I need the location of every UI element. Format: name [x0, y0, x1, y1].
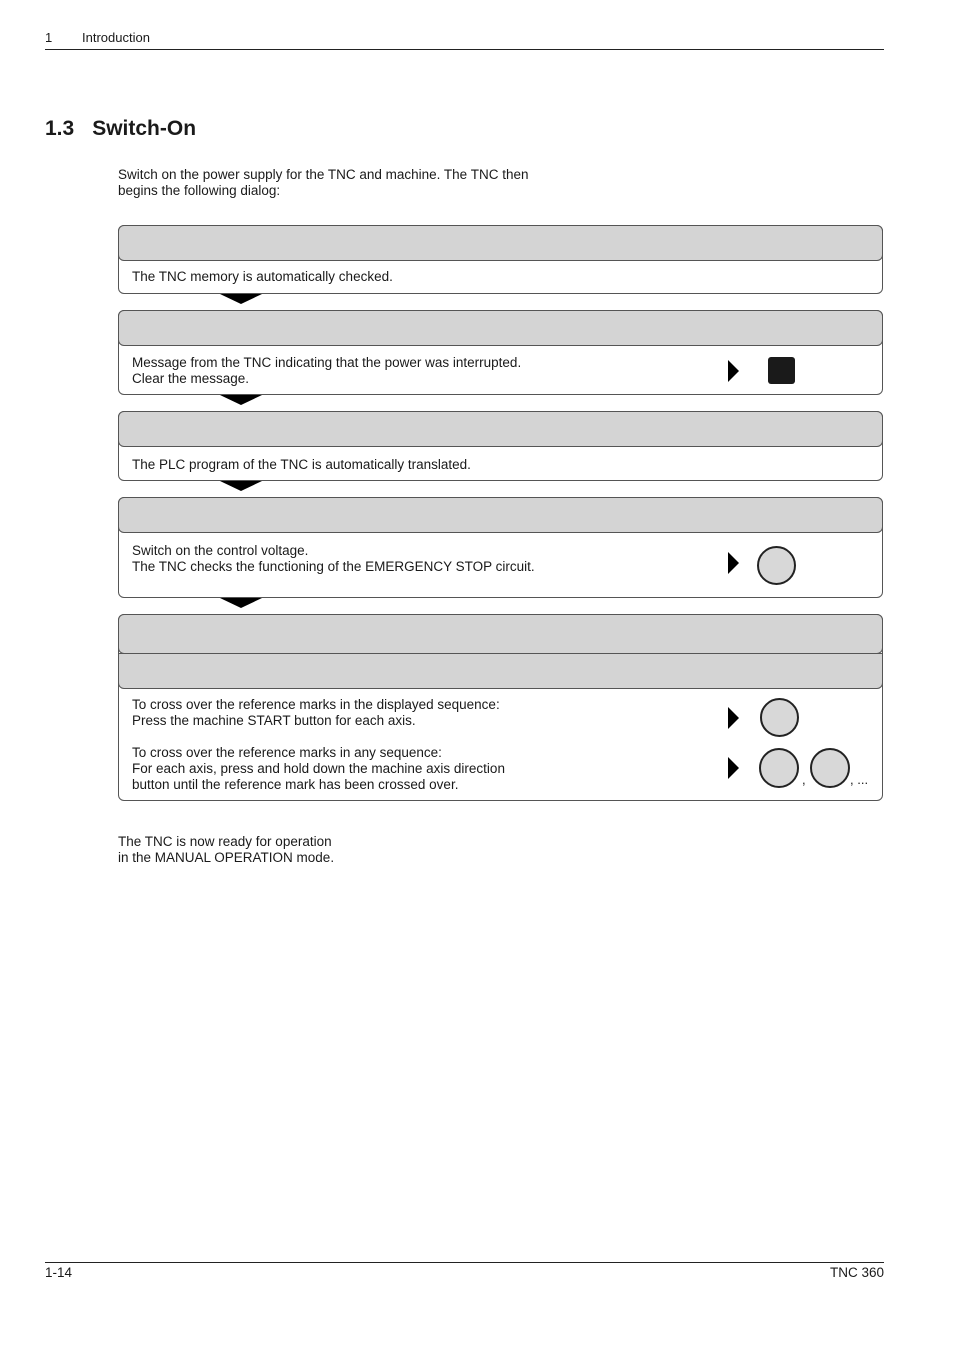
key-separator: ,: [802, 772, 806, 787]
key-separator-more: , ...: [850, 772, 869, 787]
intro-line-2: begins the following dialog:: [118, 183, 281, 198]
flow-arrow-down-icon: [220, 294, 262, 304]
pointer-arrow-icon: [728, 360, 739, 382]
step-2-line-2: Clear the message.: [132, 371, 250, 386]
axis-direction-key-icon: [810, 748, 850, 788]
section-number: 1.3: [45, 117, 75, 140]
step-5b-line-2: For each axis, press and hold down the machine axis direction: [132, 761, 505, 776]
step-2-line-1: Message from the TNC indicating that the power was interrupted.: [132, 355, 522, 370]
step-3-dialog-bar: [118, 411, 883, 447]
product-name: TNC 360: [829, 1265, 884, 1280]
chapter-title: Introduction: [82, 30, 150, 45]
step-4-dialog-bar: [118, 497, 883, 533]
machine-start-key-icon: [760, 698, 799, 737]
step-5a-line-2: Press the machine START button for each axis.: [132, 713, 416, 728]
intro-paragraph: [118, 167, 528, 199]
page-number: 1-14: [45, 1265, 73, 1280]
flow-arrow-down-icon: [220, 481, 262, 491]
section-title: [45, 117, 196, 141]
step-4-text: [132, 543, 535, 575]
pointer-arrow-icon: [728, 757, 739, 779]
footer-rule: [45, 1262, 884, 1263]
pointer-arrow-icon: [728, 552, 739, 574]
axis-direction-key-icon: [759, 748, 799, 788]
step-2-dialog-bar: [118, 310, 883, 346]
step-3-text: The PLC program of the TNC is automatically translated.: [132, 457, 471, 472]
flow-arrow-down-icon: [220, 395, 262, 405]
step-5b-line-1: To cross over the reference marks in any sequence:: [132, 745, 442, 760]
section-heading: Switch-On: [92, 117, 197, 140]
control-voltage-key-icon: [757, 546, 796, 585]
step-5-text-b: [132, 745, 505, 793]
step-1-text: The TNC memory is automatically checked.: [132, 269, 393, 284]
step-5-dialog-bar-2: [118, 653, 883, 689]
flow-arrow-down-icon: [220, 598, 262, 608]
step-5b-line-3: button until the reference mark has been crossed over.: [132, 777, 459, 792]
clear-key-icon: [768, 357, 795, 384]
header-rule: [45, 49, 884, 50]
intro-line-1: Switch on the power supply for the TNC and machine. The TNC then: [118, 167, 529, 182]
step-5a-line-1: To cross over the reference marks in the displayed sequence:: [132, 697, 500, 712]
pointer-arrow-icon: [728, 707, 739, 729]
outro-paragraph: [118, 834, 334, 866]
step-5-text-a: [132, 697, 500, 729]
outro-line-2: in the MANUAL OPERATION mode.: [118, 850, 335, 865]
chapter-number: 1: [45, 30, 53, 45]
step-4-line-1: Switch on the control voltage.: [132, 543, 309, 558]
outro-line-1: The TNC is now ready for operation: [118, 834, 332, 849]
step-4-line-2: The TNC checks the functioning of the EMERGENCY STOP circuit.: [132, 559, 535, 574]
step-5-dialog-bar-1: [118, 614, 883, 654]
step-1-dialog-bar: [118, 225, 883, 261]
step-2-text: [132, 355, 521, 387]
